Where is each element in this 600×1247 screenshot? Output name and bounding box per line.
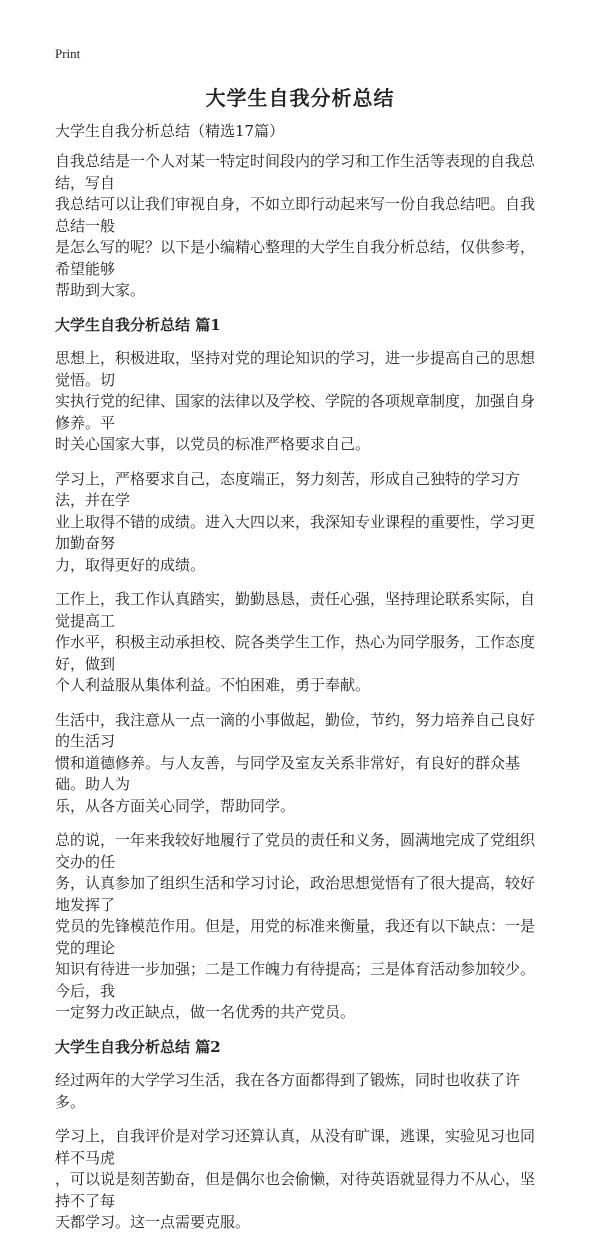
text-line: 一定努力改正缺点，做一名优秀的共产党员。 bbox=[55, 1003, 356, 1021]
text-line: 学习上，严格要求自己，态度端正，努力刻苦，形成自己独特的学习方法，并在学 bbox=[55, 469, 521, 509]
text-line: 思想上，积极进取，坚持对党的理论知识的学习，进一步提高自己的思想觉悟。切 bbox=[55, 349, 536, 389]
sections-container bbox=[55, 315, 545, 1234]
text-line: 作水平，积极主动承担校、院各类学生工作，热心为同学服务，工作态度好，做到 bbox=[55, 633, 536, 673]
text-line: 时关心国家大事，以党员的标准严格要求自己。 bbox=[55, 435, 371, 453]
text-line: 我总结可以让我们审视自身，不如立即行动起来写一份自我总结吧。自我总结一般 bbox=[55, 195, 536, 235]
intro-paragraph bbox=[55, 151, 545, 302]
text-line: 总的说，一年来我较好地履行了党员的责任和义务，圆满地完成了党组织交办的任 bbox=[55, 831, 536, 871]
body-paragraph bbox=[55, 1126, 545, 1234]
text-line: 经过两年的大学学习生活，我在各方面都得到了锻炼，同时也收获了许多。 bbox=[55, 1071, 521, 1111]
text-line: 自我总结是一个人对某一特定时间段内的学习和工作生活等表现的自我总结，写自 bbox=[55, 152, 536, 192]
text-line: 生活中，我注意从一点一滴的小事做起，勤俭，节约，努力培养自己良好的生活习 bbox=[55, 710, 536, 750]
body-paragraph bbox=[55, 710, 545, 818]
text-line: 务，认真参加了组织生活和学习讨论，政治思想觉悟有了很大提高，较好地发挥了 bbox=[55, 874, 536, 914]
text-line: 工作上，我工作认真踏实，勤勤恳恳，责任心强，坚持理论联系实际，自觉提高工 bbox=[55, 590, 536, 630]
section-heading: 大学生自我分析总结 篇1 bbox=[55, 315, 221, 334]
text-line: 个人利益服从集体利益。不怕困难，勇于奉献。 bbox=[55, 676, 371, 694]
subtitle: 大学生自我分析总结（精选17篇） bbox=[55, 122, 285, 140]
text-line: 知识有待进一步加强；二是工作魄力有待提高；三是体育活动参加较少。今后，我 bbox=[55, 960, 536, 1000]
text-line: 学习上，自我评价是对学习还算认真，从没有旷课，逃课，实验见习也同样不马虎 bbox=[55, 1127, 536, 1167]
text-line: 党员的先锋模范作用。但是，用党的标准来衡量，我还有以下缺点：一是党的理论 bbox=[55, 917, 536, 957]
print-link[interactable]: Print bbox=[55, 46, 81, 61]
section-heading: 大学生自我分析总结 篇2 bbox=[55, 1037, 221, 1056]
text-line: 力，取得更好的成绩。 bbox=[55, 555, 206, 574]
page-title: 大学生自我分析总结 bbox=[205, 86, 395, 110]
document-body bbox=[55, 120, 545, 1247]
text-line: ，可以说是刻苦勤奋，但是偶尔也会偷懒，对待英语就显得力不从心，坚持不了每 bbox=[55, 1170, 536, 1210]
text-line: 天都学习。这一点需要克服。 bbox=[55, 1213, 251, 1231]
body-paragraph bbox=[55, 469, 545, 577]
text-line: 业上取得不错的成绩。进入大四以来，我深知专业课程的重要性，学习更加勤奋努 bbox=[55, 512, 536, 552]
text-line: 乐，从各方面关心同学，帮助同学。 bbox=[55, 796, 296, 815]
text-line: 实执行党的纪律、国家的法律以及学校、学院的各项规章制度，加强自身修养。平 bbox=[55, 392, 536, 432]
body-paragraph bbox=[55, 830, 545, 1024]
text-line: 惯和道德修养。与人友善，与同学及室友关系非常好，有良好的群众基础。助人为 bbox=[55, 753, 521, 793]
text-line: 是怎么写的呢？以下是小编精心整理的大学生自我分析总结，仅供参考，希望能够 bbox=[55, 238, 536, 278]
body-paragraph bbox=[55, 1070, 545, 1113]
text-line: 帮助到大家。 bbox=[55, 281, 146, 299]
body-paragraph bbox=[55, 589, 545, 697]
body-paragraph bbox=[55, 348, 545, 456]
